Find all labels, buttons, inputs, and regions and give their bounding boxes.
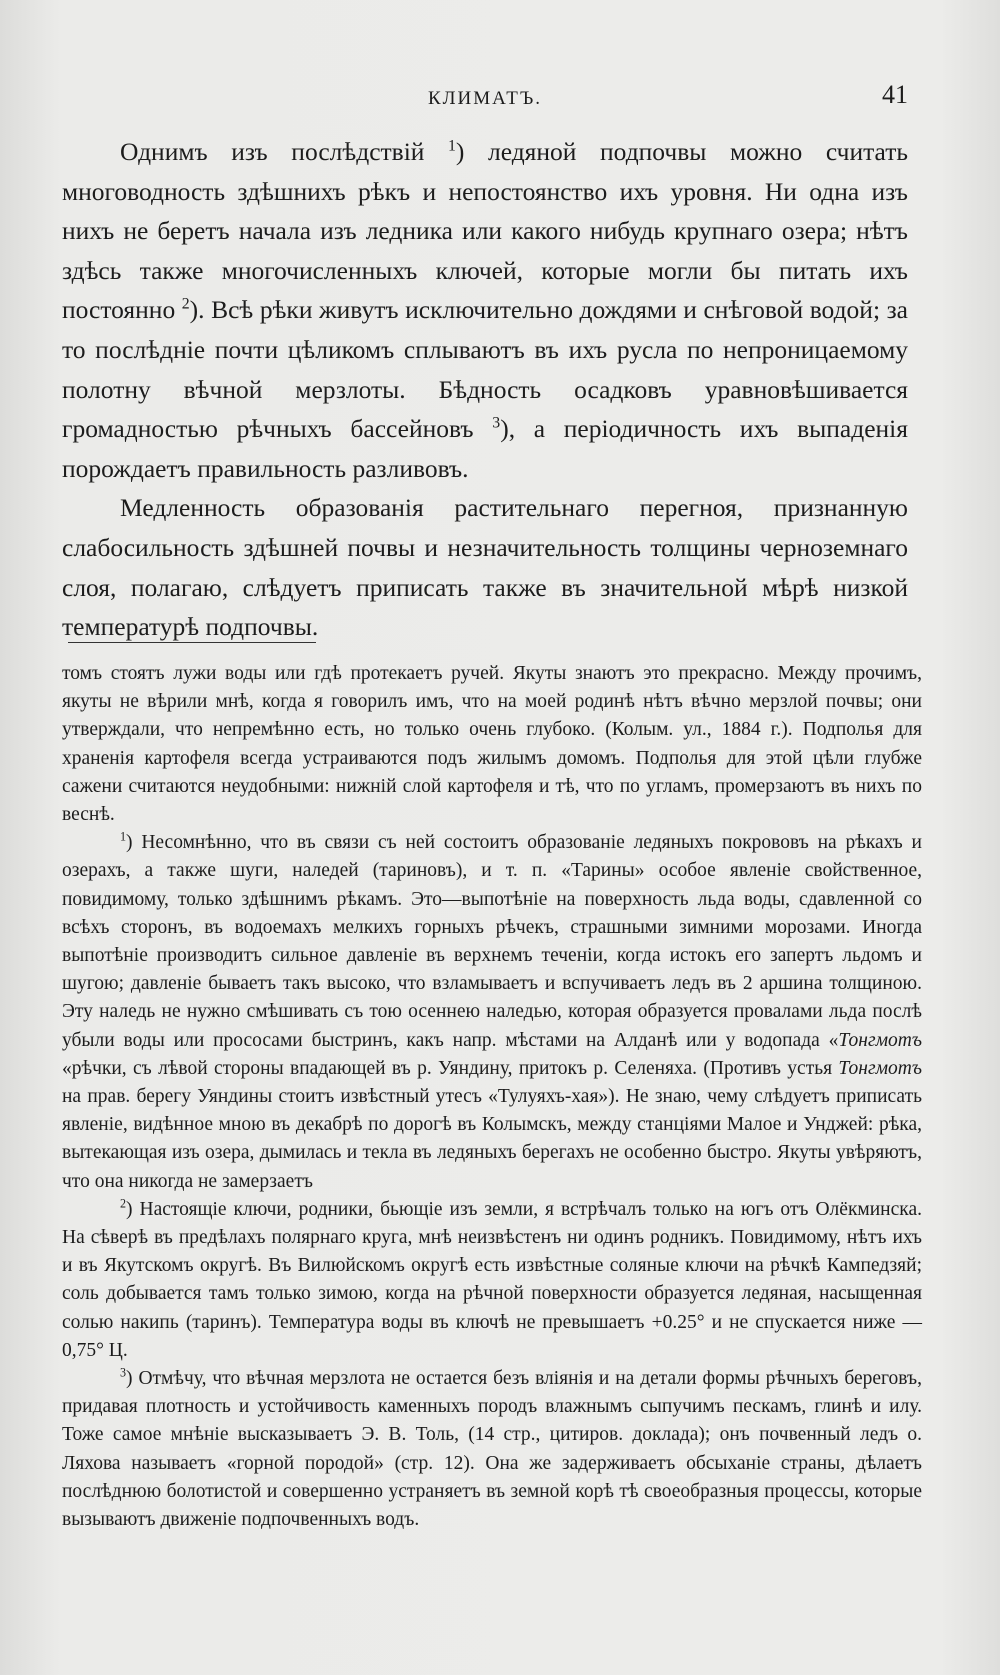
- footnotes: [62, 660, 922, 1534]
- main-text: [62, 132, 908, 647]
- footnote-ref-2: 2: [181, 295, 190, 313]
- main-paragraph-1: Однимъ изъ послѣдствій $^1$) ледяной подпочвы можно считать многоводность здѣшнихъ рѣкъ и непостоянство ихъ уровня. Ни одна изъ нихъ не беретъ начала изъ ледника или какого нибудь крупнаго озера; нѣтъ здѣсь также многочисленныхъ ключей, которые могли бы питать ихъ постоянно $^2$). Всѣ рѣки живутъ исключительно дождями и снѣговой водой; за то послѣдніе почти цѣликомъ сплываютъ въ ихъ русла по непроницаемому полотну вѣчной мерзлоты. Бѣдность осадковъ уравновѣшивается громадностью рѣчныхъ бассейновъ $^3$), а періодичность ихъ выпаденія порождаетъ правильность разливовъ.: [62, 137, 908, 483]
- footnote-1-marker: 1: [120, 829, 127, 844]
- footnote-2: $^2$) Настоящіе ключи, родники, бьющіе изъ земли, я встрѣчалъ только на югъ отъ Олёкминска. На сѣверѣ въ предѣлахъ полярнаго круга, мнѣ неизвѣстенъ ни одинъ родникъ. Повидимому, нѣтъ ихъ и въ Якутскомъ округѣ. Въ Вилюйскомъ округѣ есть извѣстные соляные ключи на рѣчкѣ Кампедзяй; соль добывается тамъ только зимою, когда на рѣчной поверхности образуется ледяная, насыщенная солью накипь (таринъ). Температура воды въ ключѣ не превышаетъ +0.25° и не спускается ниже —0,75° Ц.: [62, 1196, 922, 1361]
- footnote-continuation: томъ стоятъ лужи воды или гдѣ протекаетъ ручей. Якуты знаютъ это прекрасно. Между прочимъ, якуты не вѣрили мнѣ, когда я говорилъ имъ, что на моей родинѣ нѣтъ вѣчно мерзлой почвы; они утверждали, что непремѣнно есть, но только очень глубоко. (Колым. ул., 1884 г.). Подполья для храненія картофеля всегда устраиваются подъ жилымъ домомъ. Подполья для этой цѣли глубже сажени считаются неудобными: нижній слой картофеля и тѣ, что по угламъ, промерзаютъ въ нихъ по веснѣ.: [62, 663, 922, 826]
- footnote-3: $^3$) Отмѣчу, что вѣчная мерзлота не остается безъ вліянія и на детали формы рѣчныхъ береговъ, придавая плотность и устойчивость каменныхъ породъ влажнымъ сыпучимъ пескамъ, глинѣ и илу. Тоже самое мнѣніе высказываетъ Э. В. Толь, (14 стр., цитиров. доклада); онъ почвенный ледъ о. Ляхова называетъ «горной породой» (стр. 12). Она же задерживаетъ обсыханіе страны, дѣлаетъ послѣднюю болотистой и совершенно устраняетъ въ земной корѣ тѣ своеобразныя процессы, которые вызываютъ движеніе подпочвенныхъ водъ.: [62, 1365, 922, 1531]
- footnote-ref-1: 1: [448, 137, 456, 155]
- running-title: КЛИМАТЪ.: [428, 88, 542, 109]
- footnote-ref-3: 3: [492, 414, 501, 432]
- footnote-1: $^1$) Несомнѣнно, что въ связи съ ней состоитъ образованіе ледяныхъ покрововъ на рѣкахъ и озерахъ, а также шуги, наледей (тариновъ), и т. п. «Тарины» особое явленіе свойственное, повидимому, только здѣшнимъ рѣкамъ. Это—выпотѣніе на поверхность льда воды, сдавленной со всѣхъ сторонъ, въ водоемахъ мелкихъ горныхъ рѣчекъ, страшными зимними морозами. Иногда выпотѣніе производитъ сильное давленіе въ верхнемъ теченіи, когда истокъ его запертъ льдомъ и шугою; давленіе бываетъ такъ высоко, что взламываетъ и вспучиваетъ ледъ въ 2 аршина толщиною. Эту наледь не нужно смѣшивать съ тою осеннею наледью, которая образуется провалами льда послѣ убыли воды или прососами быстринъ, какъ напр. мѣстами на Алданѣ или у водопада «Тонгмотъ «рѣчки, съ лѣвой стороны впадающей въ р. Уяндину, притокъ р. Селеняха. (Противъ устья Тонгмотъ на прав. берегу Уяндины стоитъ извѣстный утесъ «Тулуяхъ-хая»). Не знаю, чему слѣдуетъ приписать явленіе, видѣнное мною въ декабрѣ по дорогѣ въ Колымскъ, между станціями Малое и Унджей: рѣка, вытекающая изъ озера, дымилась и текла въ ледяныхъ берегахъ не особенно быстро. Якуты увѣряютъ, что она никогда не замерзаетъ: [62, 829, 922, 1192]
- emphasis-tongmot-2: Тонгмотъ: [838, 1057, 922, 1079]
- footnote-separator: [68, 642, 316, 643]
- page-header: [62, 80, 908, 116]
- main-paragraph-2: Медленность образованія растительнаго перегноя, признанную слабосильность здѣшней почвы и незначительность толщины черноземнаго слоя, полагаю, слѣдуетъ приписать также въ значительной мѣрѣ низкой температурѣ подпочвы.: [62, 493, 908, 642]
- footnote-3-marker: 3: [120, 1365, 127, 1380]
- emphasis-tongmot-1: Тонгмотъ: [838, 1029, 922, 1051]
- page-number: 41: [882, 80, 908, 109]
- footnote-2-marker: 2: [120, 1196, 127, 1211]
